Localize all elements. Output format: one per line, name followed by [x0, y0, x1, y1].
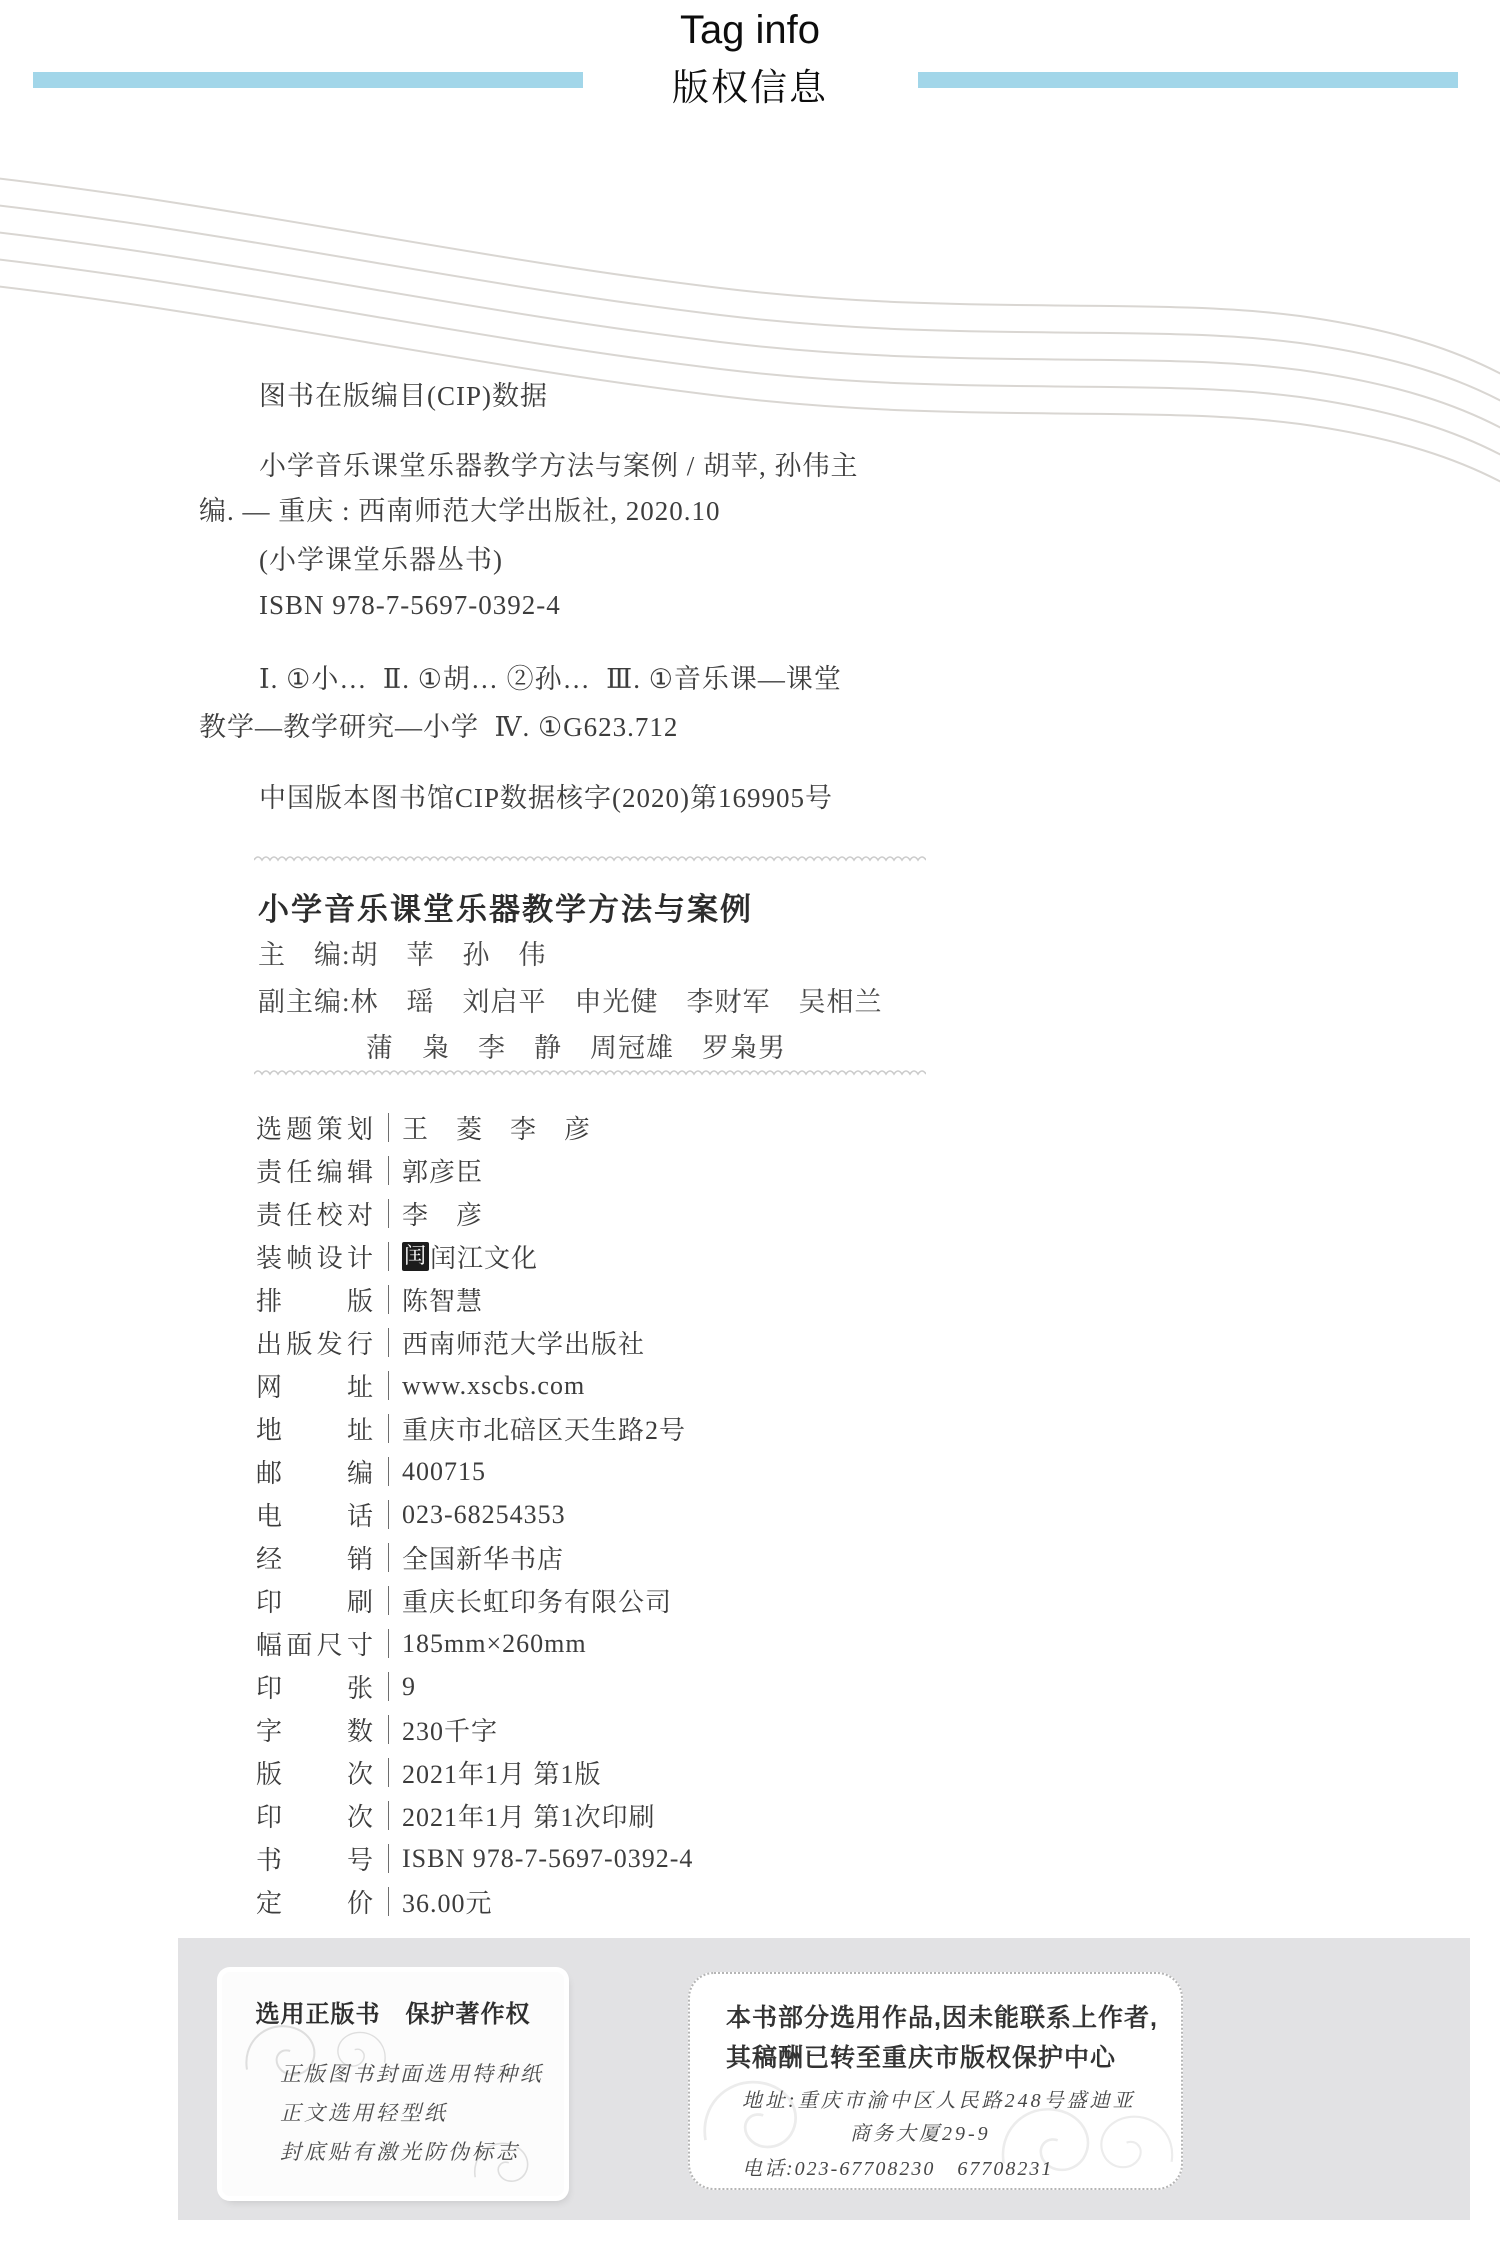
- detail-row-topic-planning: [256, 1106, 693, 1149]
- detail-label: 印刷: [256, 1588, 374, 1617]
- detail-separator: [388, 1758, 389, 1787]
- detail-value: www.xscbs.com: [402, 1370, 586, 1400]
- notice-line-2: 其稿酬已转至重庆市版权保护中心: [726, 2044, 1117, 2072]
- detail-separator: [388, 1586, 389, 1615]
- detail-value: 2021年1月 第1版: [402, 1760, 602, 1789]
- detail-value: [402, 1238, 538, 1275]
- swirl-decoration-icon: [1088, 2104, 1178, 2179]
- page-title-zh: 版权信息: [672, 67, 828, 108]
- detail-value: 郭彦臣: [402, 1158, 484, 1187]
- authenticity-line: 封底贴有激光防伪标志: [280, 2140, 520, 2164]
- detail-row-isbn: [256, 1837, 693, 1880]
- detail-row-printing: [256, 1579, 693, 1622]
- detail-row-impression: [256, 1794, 693, 1837]
- detail-value: ISBN 978-7-5697-0392-4: [402, 1843, 694, 1873]
- detail-value: 023-68254353: [402, 1499, 566, 1529]
- detail-label: 出版发行: [256, 1330, 374, 1359]
- detail-label: 装帧设计: [256, 1244, 374, 1273]
- detail-row-design: [256, 1235, 693, 1278]
- detail-label: 定价: [256, 1889, 374, 1918]
- detail-separator: [388, 1285, 389, 1314]
- detail-label: 印次: [256, 1803, 374, 1832]
- cip-series-line: (小学课堂乐器丛书): [259, 545, 503, 575]
- book-title: 小学音乐课堂乐器教学方法与案例: [258, 892, 753, 927]
- detail-separator: [388, 1844, 389, 1873]
- detail-value: 2021年1月 第1次印刷: [402, 1803, 656, 1832]
- detail-value-text: 闰江文化: [430, 1244, 539, 1273]
- detail-label: 责任校对: [256, 1201, 374, 1230]
- deputy-editor-line-2: 蒲 枭 李 静 周冠雄 罗枭男: [366, 1033, 786, 1063]
- footer-band: [178, 1938, 1470, 2220]
- detail-row-proofreader: [256, 1192, 693, 1235]
- detail-label: 经销: [256, 1545, 374, 1574]
- detail-value: 400715: [402, 1456, 486, 1486]
- detail-row-edition: [256, 1751, 693, 1794]
- detail-label: 地址: [256, 1416, 374, 1445]
- detail-row-publisher: [256, 1321, 693, 1364]
- detail-value: 9: [402, 1671, 416, 1701]
- detail-row-postcode: [256, 1450, 693, 1493]
- detail-separator: [388, 1715, 389, 1744]
- chief-editor-line: 主 编:胡 苹 孙 伟: [258, 940, 547, 970]
- detail-row-responsible-editor: [256, 1149, 693, 1192]
- detail-separator: [388, 1672, 389, 1701]
- detail-value: 重庆长虹印务有限公司: [402, 1588, 673, 1617]
- swirl-decoration-icon: [700, 2064, 810, 2164]
- detail-row-dimensions: [256, 1622, 693, 1665]
- detail-row-distribution: [256, 1536, 693, 1579]
- detail-separator: [388, 1887, 389, 1916]
- detail-separator: [388, 1457, 389, 1486]
- detail-label: 邮编: [256, 1459, 374, 1488]
- detail-row-sheets: [256, 1665, 693, 1708]
- detail-separator: [388, 1801, 389, 1830]
- detail-row-phone: [256, 1493, 693, 1536]
- squiggle-divider-top: [254, 854, 926, 864]
- detail-value: 西南师范大学出版社: [402, 1330, 646, 1359]
- detail-label: 排版: [256, 1287, 374, 1316]
- detail-separator: [388, 1199, 389, 1228]
- detail-value: 王 菱 李 彦: [402, 1115, 592, 1144]
- cip-heading: 图书在版编目(CIP)数据: [259, 381, 548, 411]
- detail-separator: [388, 1156, 389, 1185]
- detail-label: 电话: [256, 1502, 374, 1531]
- detail-label: 幅面尺寸: [256, 1631, 374, 1660]
- detail-separator: [388, 1242, 389, 1271]
- detail-separator: [388, 1371, 389, 1400]
- cip-class-line-1: Ⅰ. ①小… Ⅱ. ①胡… ②孙… Ⅲ. ①音乐课—课堂: [259, 664, 842, 694]
- detail-value: 全国新华书店: [402, 1545, 565, 1574]
- detail-value: 185mm×260mm: [402, 1628, 587, 1658]
- authenticity-card-title: 选用正版书 保护著作权: [255, 2001, 531, 2028]
- detail-row-website: [256, 1364, 693, 1407]
- copyright-notice-card: [688, 1972, 1183, 2190]
- detail-value: 36.00元: [402, 1889, 493, 1918]
- publication-details-list: [256, 1106, 693, 1923]
- squiggle-divider-bottom: [254, 1068, 926, 1078]
- detail-row-word-count: [256, 1708, 693, 1751]
- detail-label: 印张: [256, 1674, 374, 1703]
- detail-label: 责任编辑: [256, 1158, 374, 1187]
- detail-value: 陈智慧: [402, 1287, 484, 1316]
- detail-label: 版次: [256, 1760, 374, 1789]
- detail-value: 重庆市北碚区天生路2号: [402, 1416, 687, 1445]
- notice-phone-line: 电话:023-67708230 67708231: [742, 2158, 1054, 2180]
- cip-isbn-line: ISBN 978-7-5697-0392-4: [259, 590, 561, 620]
- authenticity-card: [222, 1972, 564, 2196]
- notice-line-1: 本书部分选用作品,因未能联系上作者,: [726, 2004, 1158, 2032]
- authenticity-line: 正文选用轻型纸: [280, 2101, 448, 2125]
- cip-class-line-2: 教学—教学研究—小学 Ⅳ. ①G623.712: [199, 712, 679, 742]
- deputy-editor-line: 副主编:林 瑶 刘启平 申光健 李财军 吴相兰: [258, 987, 883, 1017]
- detail-label: 书号: [256, 1846, 374, 1875]
- detail-label: 选题策划: [256, 1115, 374, 1144]
- authenticity-line: 正版图书封面选用特种纸: [280, 2062, 544, 2086]
- detail-row-price: [256, 1880, 693, 1923]
- detail-separator: [388, 1328, 389, 1357]
- detail-separator: [388, 1629, 389, 1658]
- cip-title-line: 小学音乐课堂乐器教学方法与案例 / 胡苹, 孙伟主: [259, 451, 859, 481]
- cip-publisher-line: 编. — 重庆 : 西南师范大学出版社, 2020.10: [199, 496, 721, 526]
- authenticity-card-lines: [280, 2058, 544, 2175]
- copyright-notice-text: [726, 1998, 1158, 2078]
- detail-separator: [388, 1113, 389, 1142]
- detail-separator: [388, 1414, 389, 1443]
- detail-row-address: [256, 1407, 693, 1450]
- cip-record-number: 中国版本图书馆CIP数据核字(2020)第169905号: [259, 783, 833, 813]
- detail-label: 字数: [256, 1717, 374, 1746]
- runjiang-culture-logo-icon: 闰: [402, 1242, 429, 1271]
- detail-value: 230千字: [402, 1717, 499, 1746]
- detail-label: 网址: [256, 1373, 374, 1402]
- detail-separator: [388, 1543, 389, 1572]
- notice-address-line-2: 商务大厦29-9: [850, 2123, 991, 2145]
- notice-address-line-1: 地址:重庆市渝中区人民路248号盛迪亚: [742, 2090, 1136, 2112]
- detail-separator: [388, 1500, 389, 1529]
- detail-row-typesetting: [256, 1278, 693, 1321]
- detail-value: 李 彦: [402, 1201, 484, 1230]
- page-title-en: Tag info: [679, 8, 821, 52]
